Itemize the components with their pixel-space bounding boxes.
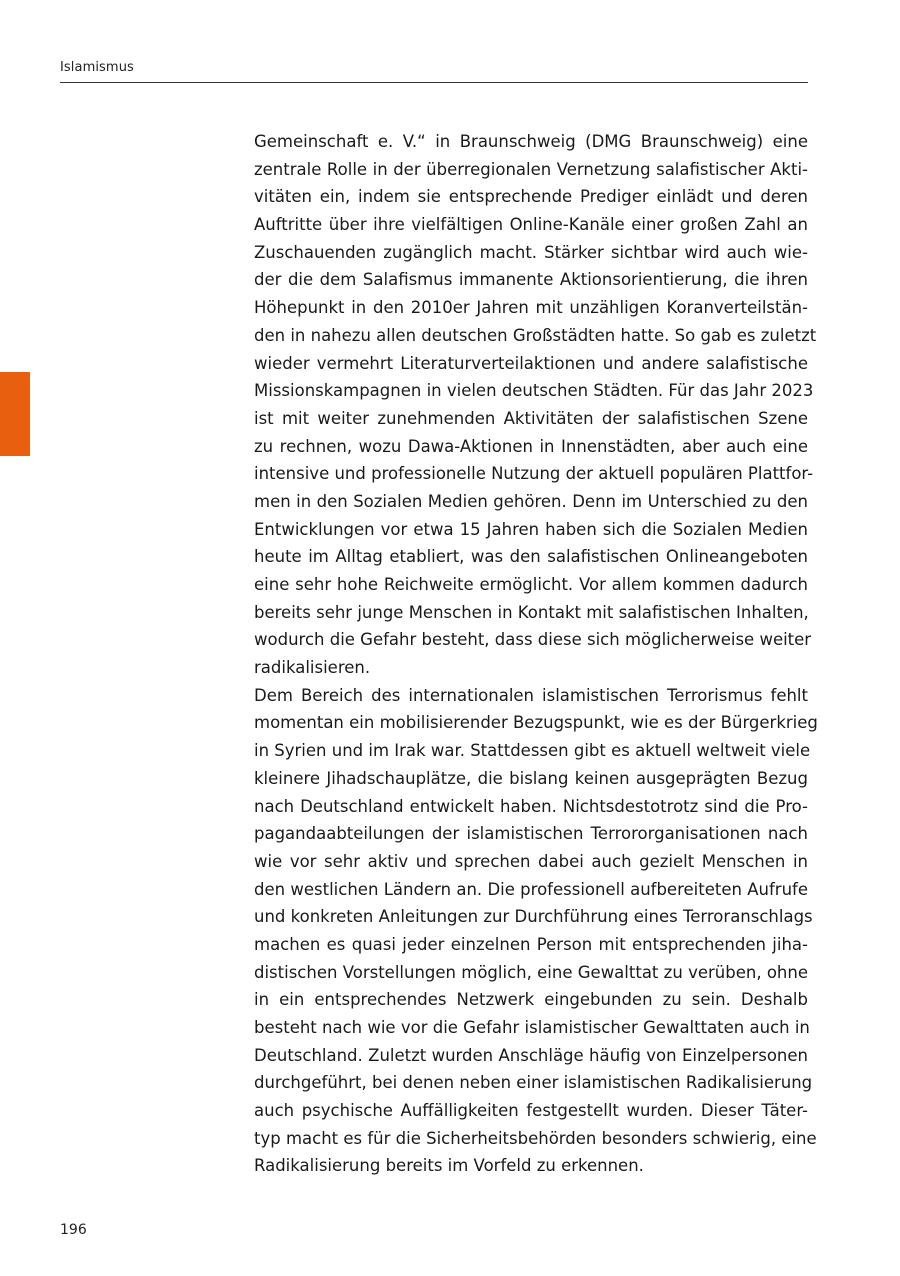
paragraph <box>254 682 818 1180</box>
text-line: Radikalisierung bereits im Vorfeld zu erkennen. <box>254 1156 644 1176</box>
text-line: den westlichen Ländern an. Die professionell aufbereiteten Aufrufe <box>254 879 808 899</box>
text-line: Gemeinschaft e. V.“ in Braunschweig (DMG Braunschweig) eine <box>254 132 808 151</box>
text-line: besteht nach wie vor die Gefahr islamistischer Gewalttaten auch in <box>254 1018 810 1037</box>
text-line: typ macht es für die Sicherheitsbehörden besonders schwierig, eine <box>254 1128 817 1148</box>
text-line: radikalisieren. <box>254 658 371 678</box>
text-line: eine sehr hohe Reichweite ermöglicht. Vor allem kommen dadurch <box>254 575 808 594</box>
text-line: heute im Alltag etabliert, was den salafistischen Onlineangeboten <box>254 547 808 567</box>
text-line: auch psychische Auffälligkeiten festgestellt wurden. Dieser Täter- <box>254 1101 808 1121</box>
text-line: momentan ein mobilisierender Bezugspunkt, wie es der Bürgerkrieg <box>254 713 818 733</box>
text-line: wieder vermehrt Literaturverteilaktionen und andere salafistische <box>254 353 808 373</box>
text-line: zentrale Rolle in der überregionalen Vernetzung salafistischer Akti- <box>254 159 808 179</box>
text-line: intensive und professionelle Nutzung der aktuell populären Plattfor- <box>254 464 814 484</box>
text-line: zu rechnen, wozu Dawa-Aktionen in Innenstädten, aber auch eine <box>254 436 808 456</box>
text-line: pagandaabteilungen der islamistischen Terrororganisationen nach <box>254 824 808 844</box>
text-line: wie vor sehr aktiv und sprechen dabei auch gezielt Menschen in <box>254 851 808 871</box>
text-line: Deutschland. Zuletzt wurden Anschläge häufig von Einzelpersonen <box>254 1045 808 1065</box>
text-line: ist mit weiter zunehmenden Aktivitäten der salafistischen Szene <box>254 408 808 428</box>
text-line: bereits sehr junge Menschen in Kontakt mit salafistischen Inhalten, <box>254 602 809 622</box>
body-text <box>254 128 818 1180</box>
text-line: und konkreten Anleitungen zur Durchführung eines Terroranschlags <box>254 907 813 927</box>
text-line: Entwicklungen vor etwa 15 Jahren haben sich die Sozialen Medien <box>254 519 808 539</box>
text-line: Dem Bereich des internationalen islamistischen Terrorismus fehlt <box>254 685 808 705</box>
text-line: Missionskampagnen in vielen deutschen Städten. Für das Jahr 2023 <box>254 381 814 401</box>
paragraph <box>254 128 817 682</box>
running-header-title: Islamismus <box>60 60 134 75</box>
text-line: kleinere Jihadschauplätze, die bislang keinen ausgeprägten Bezug <box>254 768 808 788</box>
text-line: machen es quasi jeder einzelnen Person mit entsprechenden jiha- <box>254 934 808 954</box>
chapter-marker-tab <box>0 372 30 456</box>
text-line: vitäten ein, indem sie entsprechende Prediger einlädt und deren <box>254 187 808 207</box>
text-line: Auftritte über ihre vielfältigen Online-Kanäle einer großen Zahl an <box>254 215 808 235</box>
text-line: Höhepunkt in den 2010er Jahren mit unzähligen Koranverteilstän- <box>254 298 808 318</box>
text-line: men in den Sozialen Medien gehören. Denn im Unterschied zu den <box>254 491 808 511</box>
text-line: den in nahezu allen deutschen Großstädten hatte. So gab es zuletzt <box>254 325 817 345</box>
page-number: 196 <box>60 1222 87 1238</box>
text-line: nach Deutschland entwickelt haben. Nichtsdestotrotz sind die Pro- <box>254 796 808 816</box>
text-line: Zuschauenden zugänglich macht. Stärker sichtbar wird auch wie- <box>254 242 808 262</box>
text-line: der die dem Salafismus immanente Aktionsorientierung, die ihren <box>254 270 808 290</box>
text-line: durchgeführt, bei denen neben einer islamistischen Radikalisierung <box>254 1073 813 1093</box>
running-header <box>60 58 808 83</box>
text-line: distischen Vorstellungen möglich, eine Gewalttat zu verüben, ohne <box>254 962 808 982</box>
text-line: in ein entsprechendes Netzwerk eingebunden zu sein. Deshalb <box>254 990 808 1010</box>
text-line: wodurch die Gefahr besteht, dass diese sich möglicherweise weiter <box>254 630 812 650</box>
text-line: in Syrien und im Irak war. Stattdessen gibt es aktuell weltweit viele <box>254 741 811 761</box>
